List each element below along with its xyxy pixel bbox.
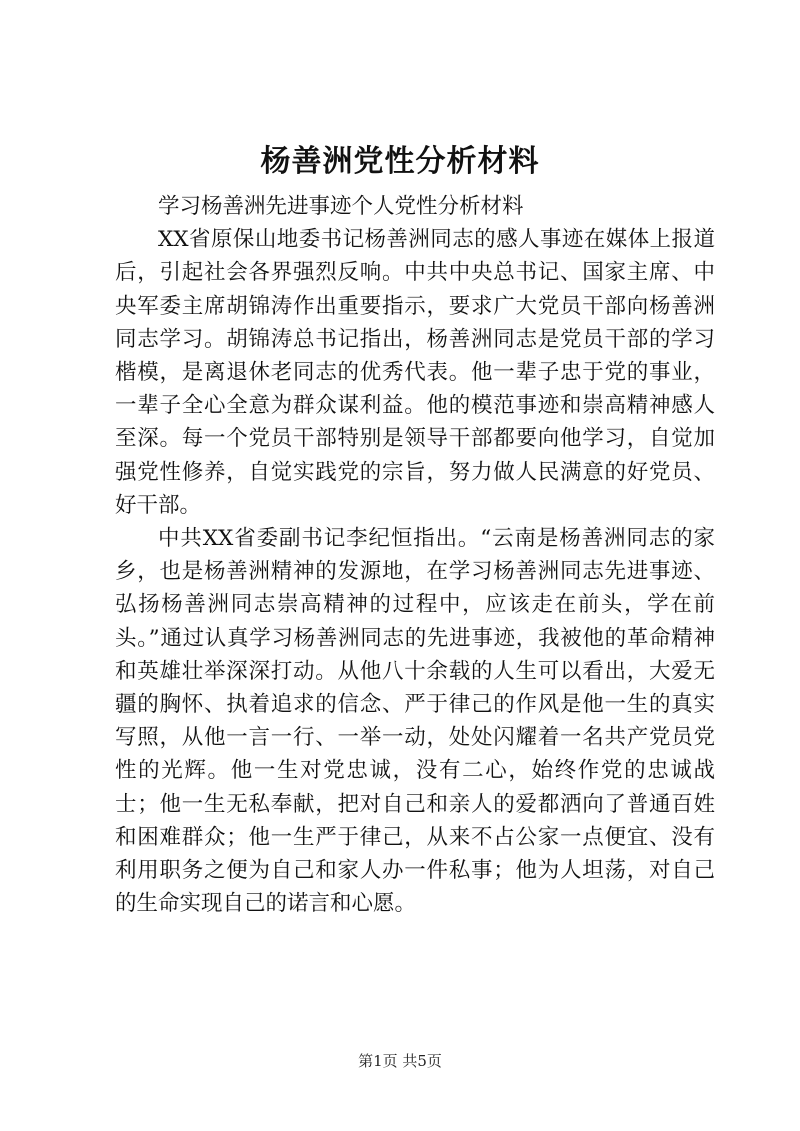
- document-body: [115, 190, 715, 920]
- document-title: 杨善洲党性分析材料: [260, 144, 540, 179]
- body-paragraph: XX省原保山地委书记杨善洲同志的感人事迹在媒体上报道后，引起社会各界强烈反响。中共中央总书记、国家主席、中央军委主席胡锦涛作出重要指示，要求广大党员干部向杨善洲同志学习。胡锦涛总书记指出，杨善洲同志是党员干部的学习楷模，是离退休老同志的优秀代表。他一辈子忠于党的事业，一辈子全心全意为群众谋利益。他的模范事迹和崇高精神感人至深。每一个党员干部特别是领导干部都要向他学习，自觉加强党性修养，自觉实践党的宗旨，努力做人民满意的好党员、好干部。: [115, 227, 715, 518]
- subtitle-paragraph: 学习杨善洲先进事迹个人党性分析材料: [158, 194, 524, 219]
- body-paragraph: 中共XX省委副书记李纪恒指出。“云南是杨善洲同志的家乡，也是杨善洲精神的发源地，在学习杨善洲同志先进事迹、弘扬杨善洲同志崇高精神的过程中，应该走在前头，学在前头。”通过认真学习杨善洲同志的先进事迹，我被他的革命精神和英雄壮举深深打动。从他八十余载的人生可以看出，大爱无疆的胸怀、执着追求的信念、严于律己的作风是他一生的真实写照，从他一言一行、一举一动，处处闪耀着一名共产党员党性的光辉。他一生对党忠诚，没有二心，始终作党的忠诚战士；他一生无私奉献，把对自己和亲人的爱都洒向了普通百姓和困难群众；他一生严于律己，从来不占公家一点便宜、没有利用职务之便为自己和家人办一件私事；他为人坦荡，对自己的生命实现自己的诺言和心愿。: [115, 526, 715, 917]
- page-footer: 第1页 共5页: [358, 1052, 442, 1070]
